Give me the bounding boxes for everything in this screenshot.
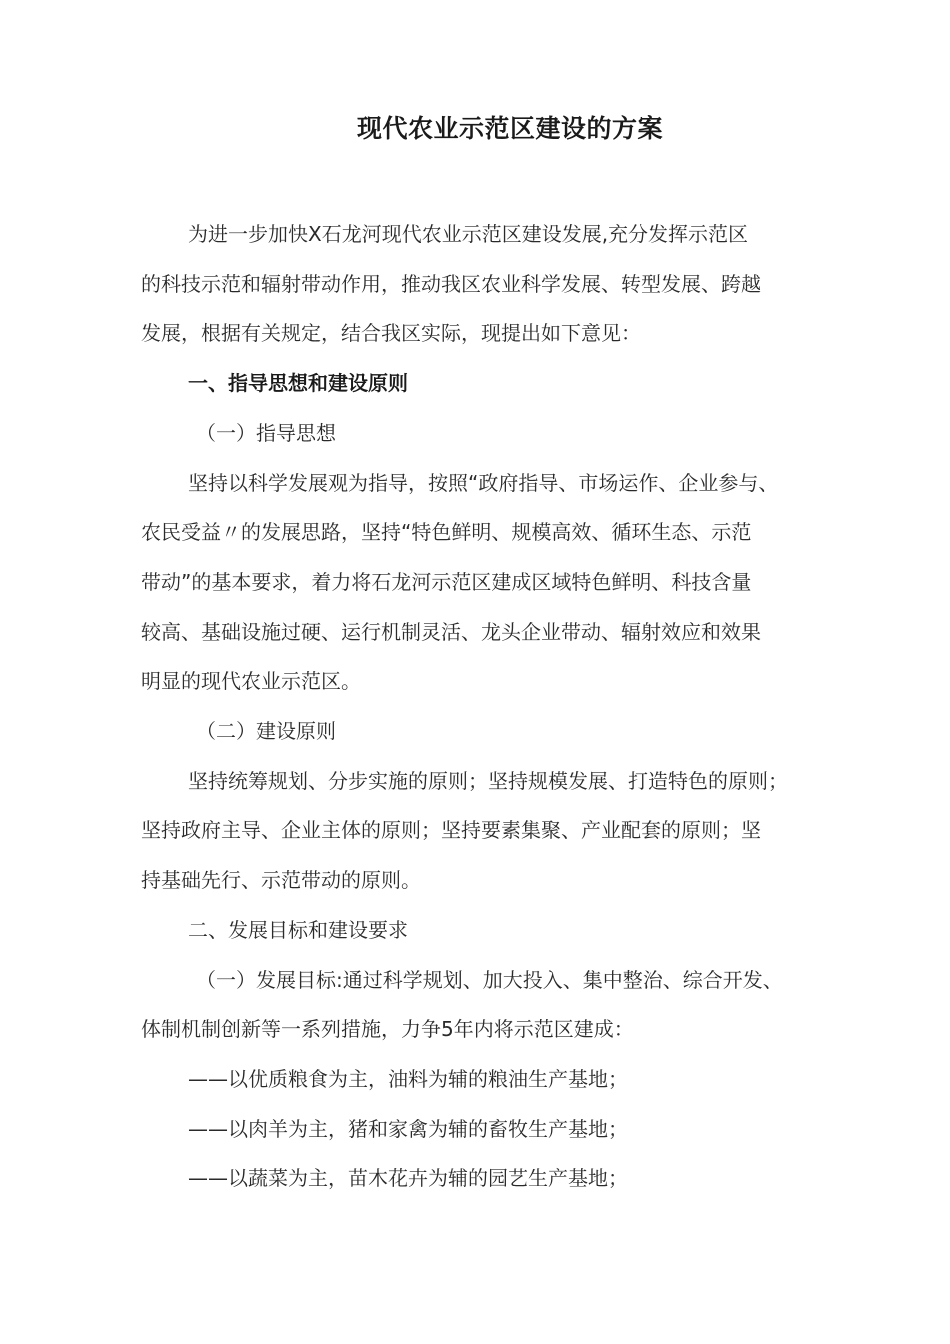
paragraph-line: 的科技示范和辐射带动作用，推动我区农业科学发展、转型发展、跨越 (141, 271, 761, 296)
document-title: 现代农业示范区建设的方案 (356, 114, 663, 143)
paragraph-line: 农民受益〃的发展思路，坚持“特色鲜明、规模高效、循环生态、示范 (141, 520, 752, 545)
paragraph-line: 持基础先行、示范带动的原则。 (141, 868, 421, 893)
paragraph-line: 发展，根据有关规定，结合我区实际，现提出如下意见： (141, 321, 641, 346)
list-item: ——以优质粮食为主，油料为辅的粮油生产基地； (188, 1066, 628, 1091)
subsection-heading: （二）建设原则 (196, 719, 336, 744)
paragraph-line: 为进一步加快X石龙河现代农业示范区建设发展,充分发挥示范区 (188, 222, 749, 246)
list-item: ——以蔬菜为主，苗木花卉为辅的园艺生产基地； (188, 1166, 628, 1191)
paragraph-line: 带动”的基本要求，着力将石龙河示范区建成区域特色鲜明、科技含量 (141, 569, 752, 594)
paragraph-line: 明显的现代农业示范区。 (141, 669, 361, 694)
paragraph-line: 坚持统筹规划、分步实施的原则；坚持规模发展、打造特色的原则； (188, 768, 788, 793)
section-heading: 一、指导思想和建设原则 (188, 371, 408, 396)
paragraph-line: 体制机制创新等一系列措施，力争5年内将示范区建成： (141, 1017, 634, 1042)
section-heading: 二、发展目标和建设要求 (188, 917, 408, 942)
paragraph-line: 较高、基础设施过硬、运行机制灵活、龙头企业带动、辐射效应和效果 (141, 619, 761, 644)
document-body (141, 210, 841, 1204)
paragraph-line: 坚持以科学发展观为指导，按照“政府指导、市场运作、企业参与、 (188, 470, 779, 495)
list-item: ——以肉羊为主，猪和家禽为辅的畜牧生产基地； (188, 1116, 628, 1141)
subsection-heading: （一）指导思想 (196, 420, 336, 445)
paragraph-line: （一）发展目标:通过科学规划、加大投入、集中整治、综合开发、 (196, 967, 783, 992)
paragraph-line: 坚持政府主导、企业主体的原则；坚持要素集聚、产业配套的原则；坚 (141, 818, 761, 843)
